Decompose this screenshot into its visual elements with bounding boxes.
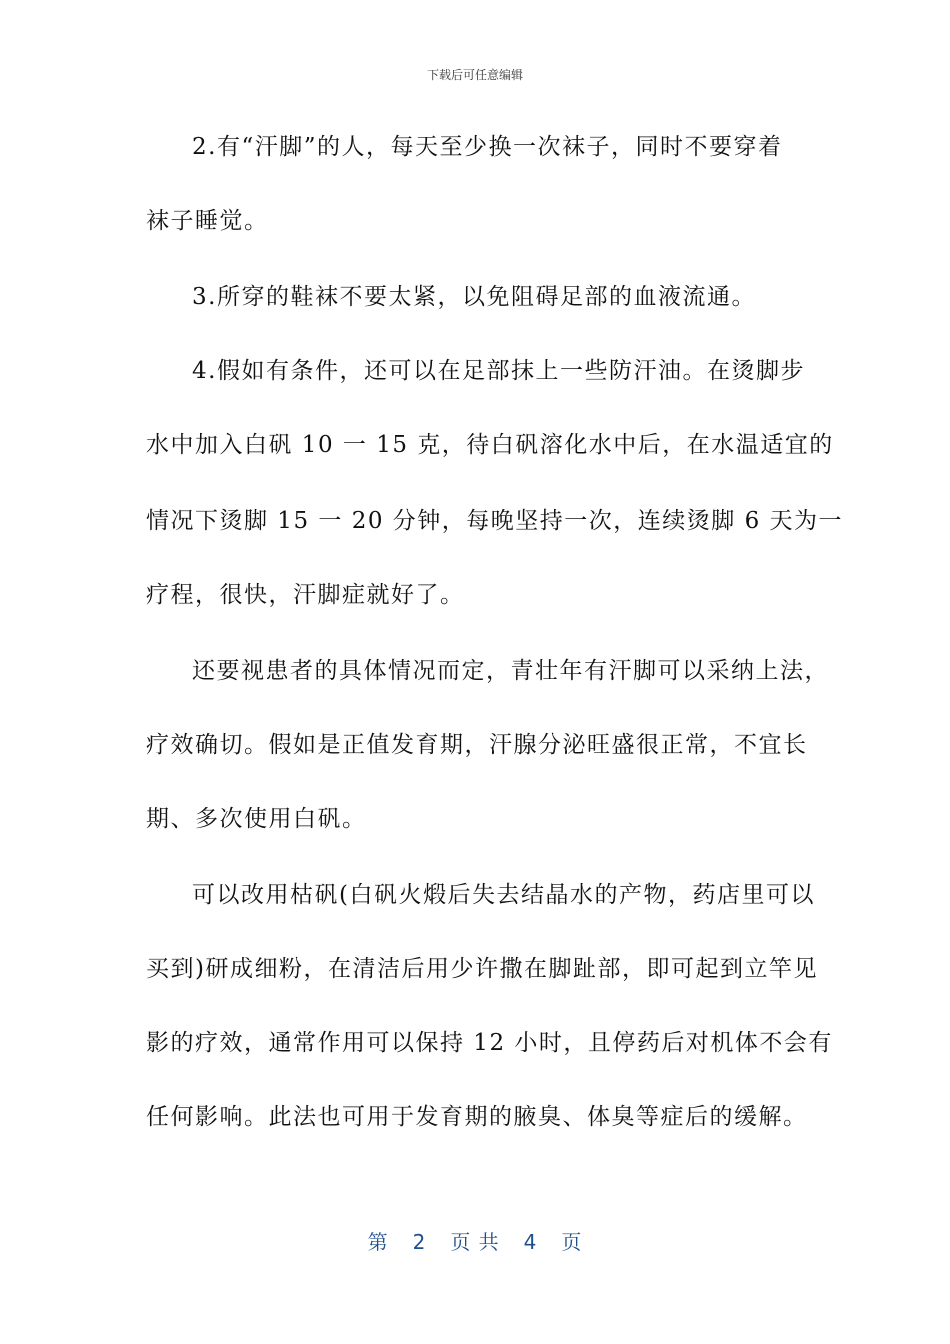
paragraph-line: 4.假如有条件，还可以在足部抹上一些防汗油。在烫脚步 (192, 358, 805, 384)
paragraph-line: 任何影响。此法也可用于发育期的腋臭、体臭等症后的缓解。 (146, 1104, 808, 1130)
paragraph-line: 疗程，很快，汗脚症就好了。 (146, 582, 465, 608)
paragraph-line: 可以改用枯矾(白矾火煅后失去结晶水的产物，药店里可以 (192, 882, 815, 908)
paragraph-line: 期、多次使用白矾。 (146, 806, 367, 832)
header-note: 下载后可任意编辑 (426, 68, 523, 82)
paragraph-line: 水中加入白矾 10 一 15 克，待白矾溶化水中后，在水温适宜的 (146, 432, 834, 458)
paragraph-line: 3.所穿的鞋袜不要太紧，以免阻碍足部的血液流通。 (192, 284, 756, 310)
paragraph-line: 袜子睡觉。 (146, 208, 269, 234)
paragraph-line: 情况下烫脚 15 一 20 分钟，每晚坚持一次，连续烫脚 6 天为一 (146, 508, 844, 534)
paragraph-line: 2.有“汗脚”的人，每天至少换一次袜子，同时不要穿着 (192, 134, 783, 160)
footer-di: 第 (367, 1230, 389, 1254)
paragraph-line: 影的疗效，通常作用可以保持 12 小时，且停药后对机体不会有 (146, 1030, 833, 1056)
footer-ye-gong: 页 共 (450, 1230, 500, 1254)
paragraph-line: 疗效确切。假如是正值发育期，汗腺分泌旺盛很正常，不宜长 (146, 732, 808, 758)
paragraph-line: 还要视患者的具体情况而定，青壮年有汗脚可以采纳上法， (192, 658, 829, 684)
current-page-number: 2 (412, 1230, 427, 1254)
page-footer (0, 1226, 950, 1255)
paragraph-line: 买到)研成细粉，在清洁后用少许撒在脚趾部，即可起到立竿见 (146, 956, 818, 982)
total-page-number: 4 (523, 1230, 538, 1254)
footer-ye: 页 (561, 1230, 583, 1254)
